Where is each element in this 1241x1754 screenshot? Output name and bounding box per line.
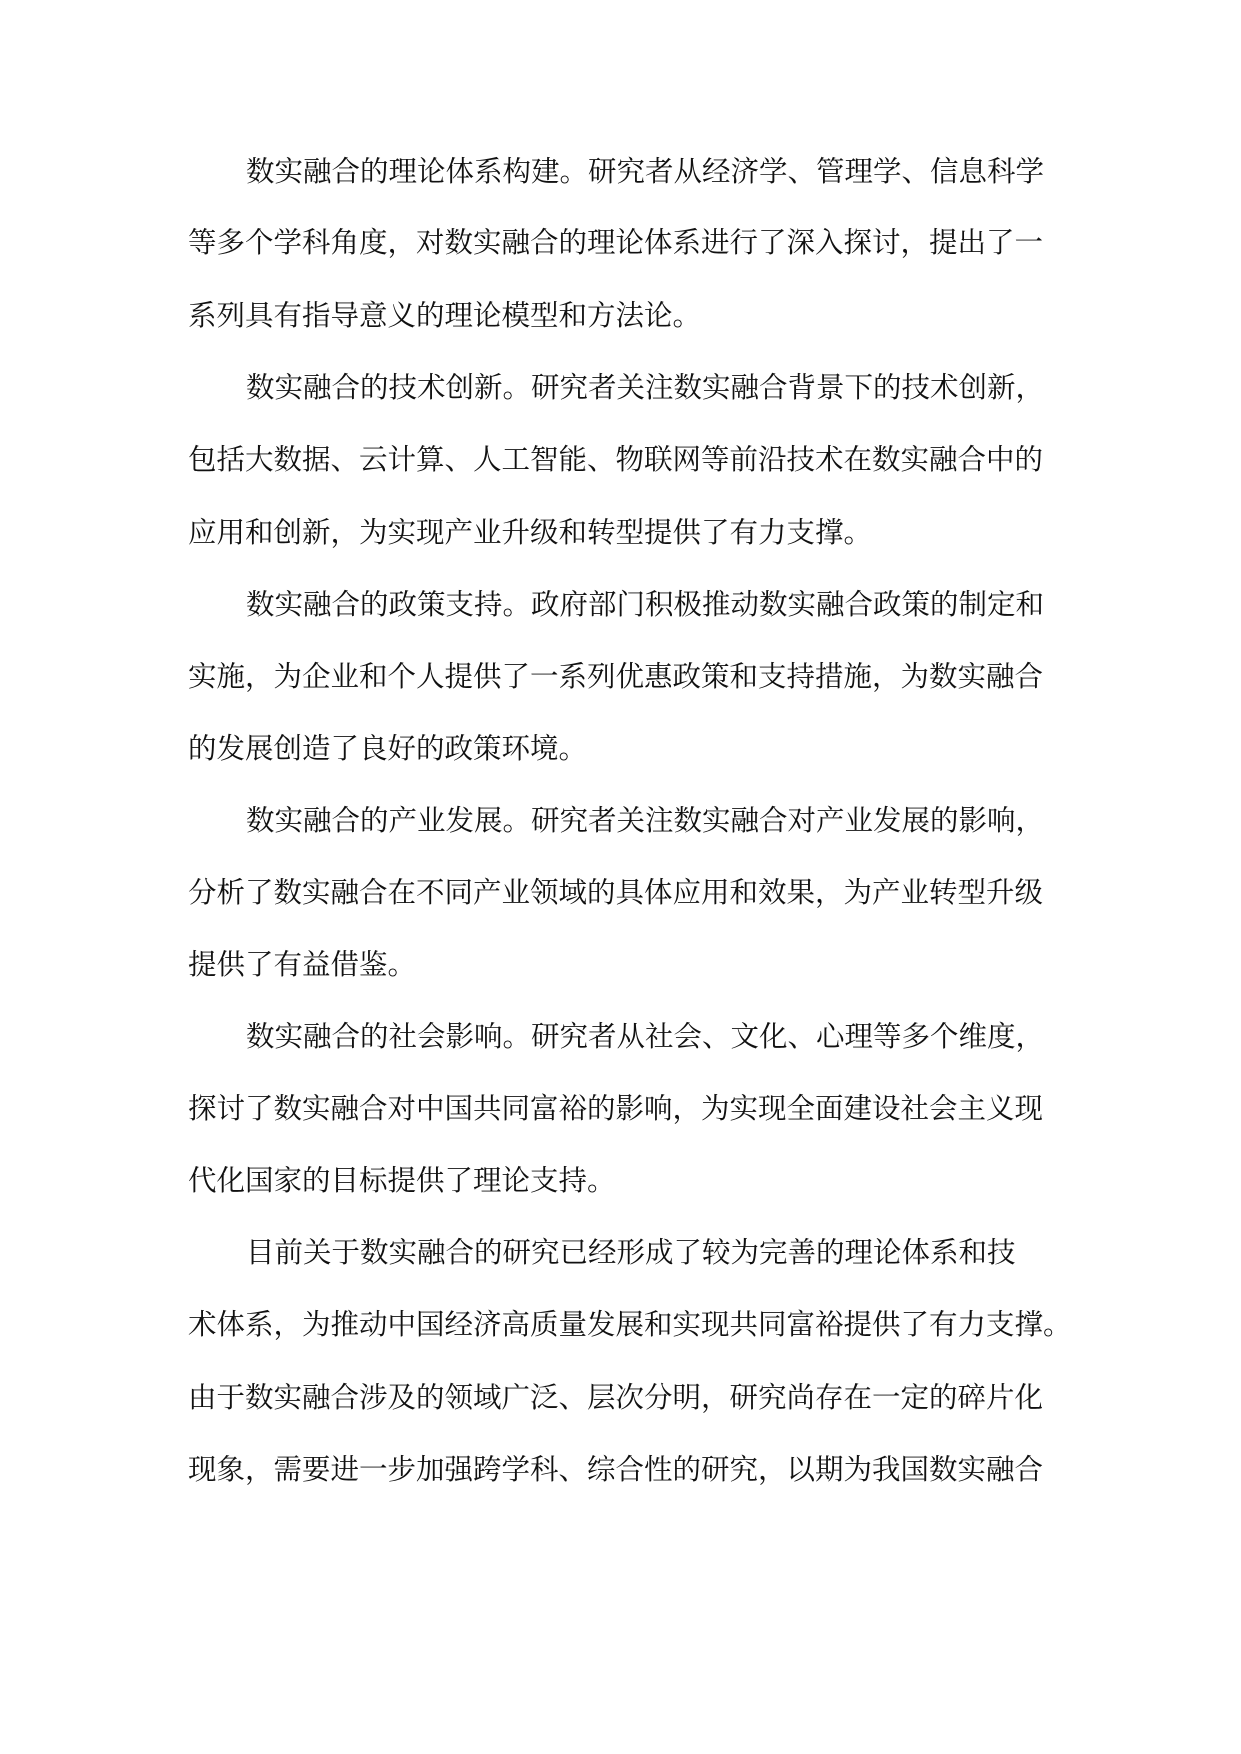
text-line: 代化国家的目标提供了理论支持。 <box>188 1164 616 1197</box>
text-line-paragraph-6: 目前关于数实融合的研究已经形成了较为完善的理论体系和技 <box>246 1236 1016 1269</box>
text-line: 探讨了数实融合对中国共同富裕的影响，为实现全面建设社会主义现 <box>188 1092 1044 1125</box>
text-line-paragraph-5: 数实融合的社会影响。研究者从社会、文化、心理等多个维度， <box>246 1020 1045 1053</box>
text-line: 由于数实融合涉及的领域广泛、层次分明，研究尚存在一定的碎片化 <box>188 1381 1044 1414</box>
text-line-paragraph-3: 数实融合的政策支持。政府部门积极推动数实融合政策的制定和 <box>246 588 1045 621</box>
text-line: 提供了有益借鉴。 <box>188 948 417 981</box>
text-line: 等多个学科角度，对数实融合的理论体系进行了深入探讨，提出了一 <box>188 226 1044 259</box>
text-line: 系列具有指导意义的理论模型和方法论。 <box>188 299 702 332</box>
text-line-paragraph-2: 数实融合的技术创新。研究者关注数实融合背景下的技术创新， <box>246 371 1045 404</box>
text-line: 的发展创造了良好的政策环境。 <box>188 732 588 765</box>
text-line: 现象，需要进一步加强跨学科、综合性的研究，以期为我国数实融合 <box>188 1453 1044 1486</box>
text-line-paragraph-4: 数实融合的产业发展。研究者关注数实融合对产业发展的影响， <box>246 804 1045 837</box>
text-line: 实施，为企业和个人提供了一系列优惠政策和支持措施，为数实融合 <box>188 660 1044 693</box>
text-line: 分析了数实融合在不同产业领域的具体应用和效果，为产业转型升级 <box>188 876 1044 909</box>
text-line: 术体系，为推动中国经济高质量发展和实现共同富裕提供了有力支撑。 <box>188 1308 1072 1341</box>
text-line-paragraph-1: 数实融合的理论体系构建。研究者从经济学、管理学、信息科学 <box>246 155 1045 188</box>
text-line: 应用和创新，为实现产业升级和转型提供了有力支撑。 <box>188 516 873 549</box>
text-line: 包括大数据、云计算、人工智能、物联网等前沿技术在数实融合中的 <box>188 443 1044 476</box>
